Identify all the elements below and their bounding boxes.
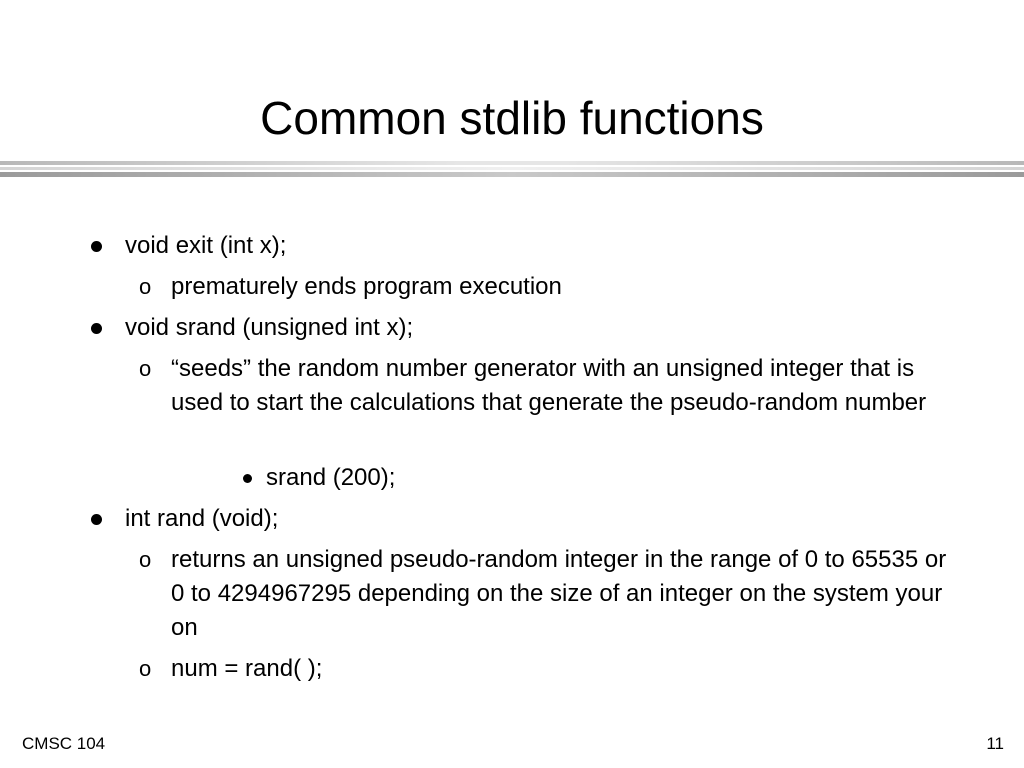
footer-page-number: 11 [986,734,1004,753]
bullet-item [125,229,945,263]
sub-bullet-item [139,270,951,304]
sub-bullet-text: num = rand( ); [171,655,323,682]
sub-bullet-marker-icon: o [139,656,152,681]
small-bullet-dot-icon [243,474,252,483]
sub-sub-bullet-item [266,461,866,495]
bullet-dot-icon [91,323,102,334]
sub-bullet-marker-icon: o [139,547,152,572]
slide-title: Common stdlib functions [260,92,764,144]
sub-bullet-marker-icon: o [139,356,152,381]
sub-bullet-item [139,652,951,686]
bullet-dot-icon [91,514,102,525]
sub-bullet-item [139,352,947,420]
sub-bullet-text: “seeds” the random number generator with an unsigned integer that is used to start the calculations that generate the pseudo-random number [171,355,927,416]
bullet-text: void srand (unsigned int x); [125,314,414,341]
sub-bullet-marker-icon: o [139,274,152,299]
sub-sub-bullet-text: srand (200); [266,464,396,491]
bullet-text: void exit (int x); [125,232,287,259]
bullet-dot-icon [91,241,102,252]
sub-bullet-item [139,543,951,645]
footer-course-label: CMSC 104 [22,734,106,753]
sub-bullet-text: returns an unsigned pseudo-random integer in the range of 0 to 65535 or 0 to 4294967295 depending on the size of an integer on the system your on [171,546,947,641]
bullet-item [125,311,945,345]
bullet-item [125,502,945,536]
sub-bullet-text: prematurely ends program execution [171,273,562,300]
bullet-text: int rand (void); [125,505,279,532]
